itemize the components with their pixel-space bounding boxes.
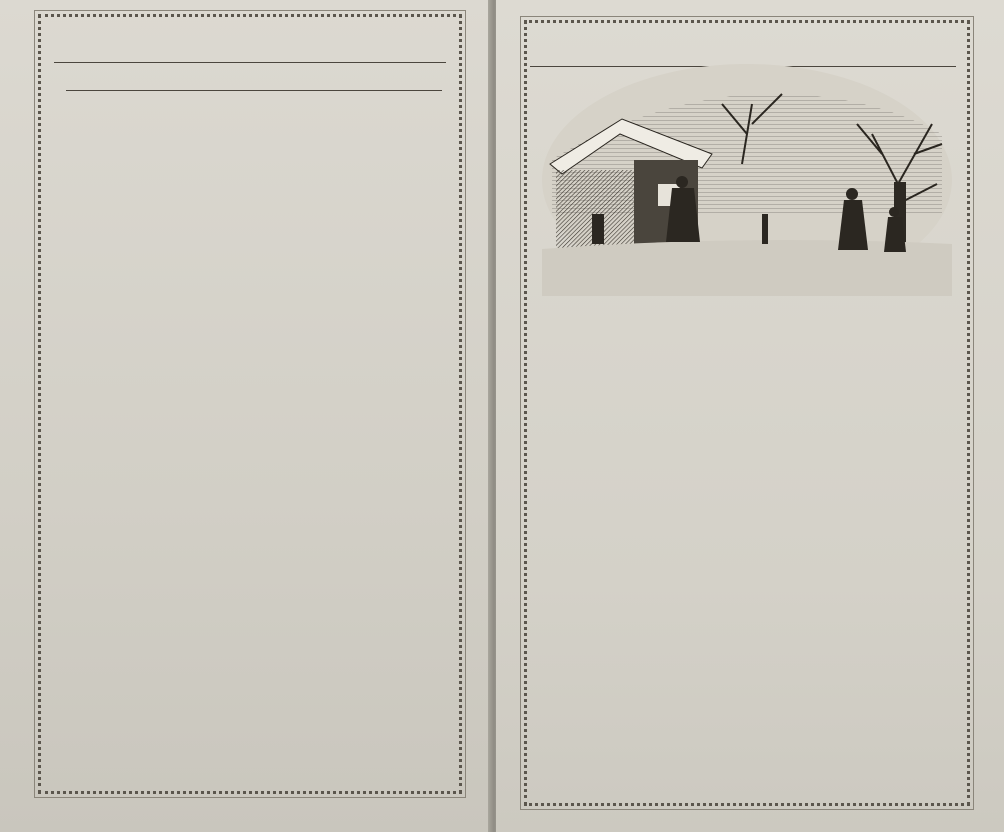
exercise-rule [66,90,442,91]
left-page-border [38,14,462,794]
left-page [0,0,492,832]
header-rule [54,62,446,63]
winter-scene-illustration [542,64,952,296]
right-page [496,0,1004,832]
